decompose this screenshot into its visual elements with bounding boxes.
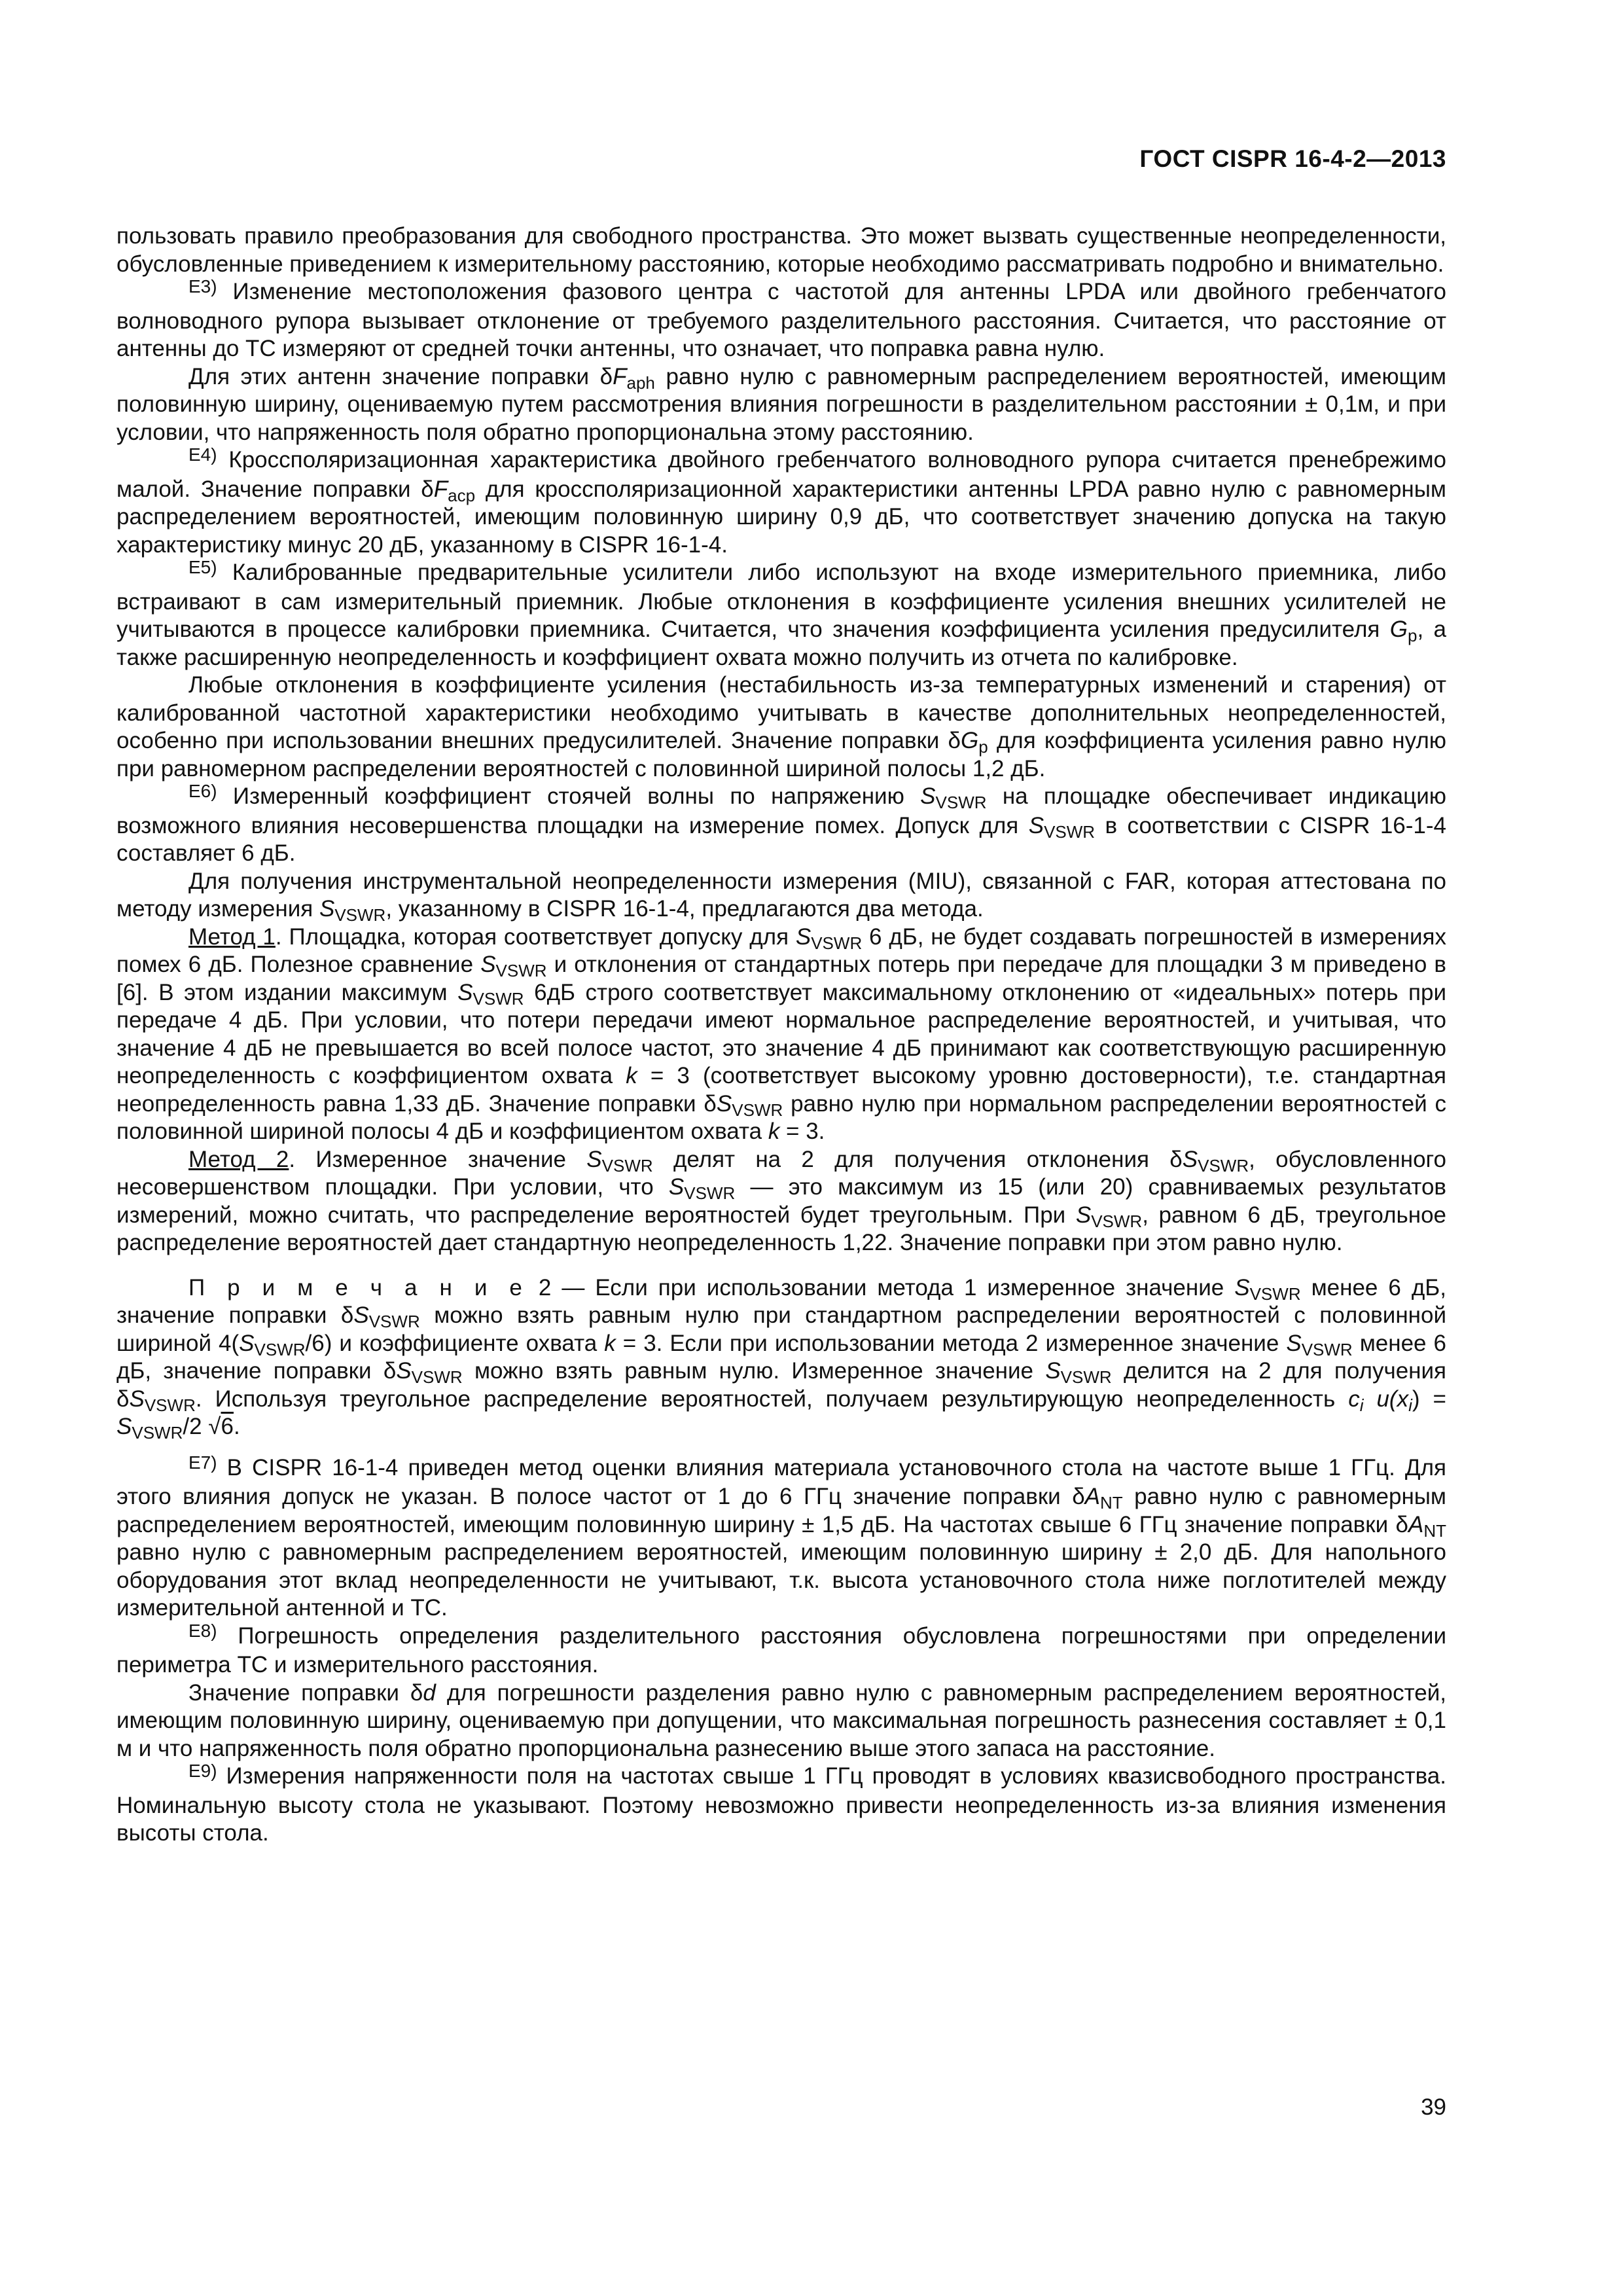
paragraph-miu: Для получения инструментальной неопределенности измерения (MIU), связанной с FAR, которая аттестована по методу измерения $S_{VSWR}$, указанному в CISPR 16-1-4, предлагаются два метода. — [116, 868, 1446, 925]
footnote-e3: $^{E3)}$ Изменение местоположения фазового центра с частотой для антенны LPDA или двойного гребенчатого волноводного рупора вызывает отклонение от требуемого разделительного расстояния. Считается, что расстояние от антенны до ТС измеряют от средней точки антенны, что означает, что поправка равна нулю. — [116, 276, 1446, 361]
square-root: √6 — [208, 1414, 234, 1439]
footnote-mark: E7) — [188, 1452, 217, 1473]
footnote-e9: $^{E9)}$ Измерения напряженности поля на частотах свыше 1 ГГц проводят в условиях квазисвободного пространства. Номинальную высоту стола не указывают. Поэтому невозможно привести неопределенность из-за влияния изменения высоты стола. — [116, 1761, 1446, 1846]
page-number: 39 — [1421, 2094, 1446, 2120]
paragraph-e8-correction: Значение поправки δd для погрешности разделения равно нулю с равномерным распределением вероятностей, имеющим половинную ширину, оцениваемую при допущении, что максимальная погрешность разнесения составляет ± 0,1 м и что напряженность поля обратно пропорциональна разнесению выше этого запаса на расстояние. — [116, 1679, 1446, 1761]
paragraph-e5-correction: Любые отклонения в коэффициенте усиления (нестабильность из-за температурных изменений и старения) от калиброванной частотной характеристики необходимо учитывать в качестве дополнительных неопределенностей, особенно при использовании внешних предусилителей. Значение поправки $\delta G_p$ для коэффициента усиления равно нулю при равномерном распределении вероятностей с половинной шириной полосы 1,2 дБ. — [116, 672, 1446, 781]
paragraph-method-2: Метод 2. Измеренное значение $S_{VSWR}$ делят на 2 для получения отклонения $\delta S_{VSWR}$, обусловленного несовершенством площадки. При условии, что $S_{VSWR}$ — это максимум из 15 (или 20) сравниваемых результатов измерений, можно считать, что распределение вероятностей будет треугольным. При $S_{VSWR}$, равном 6 дБ, треугольное распределение вероятностей дает стандартную неопределенность 1,22. Значение поправки при этом равно нулю. — [116, 1146, 1447, 1255]
note-label: П р и м е ч а н и е — [188, 1274, 528, 1300]
paragraph-method-1: Метод 1. Площадка, которая соответствует допуску для $S_{VSWR}$ 6 дБ, не будет создавать погрешностей в измерениях помех 6 дБ. Полезное сравнение $S_{VSWR}$ и отклонения от стандартных потерь при передаче для площадки 3 м приведено в [6]. В этом издании максимум $S_{VSWR}$ 6дБ строго соответствует максимальному отклонению от «идеальных» потерь при передаче 4 дБ. При условии, что потери передачи имеют нормальное распределение вероятностей, и учитывая, что значение 4 дБ не превышается во всей полосе частот, это значение 4 дБ принимают как соответствующую расширенную неопределенность с коэффициентом охвата k = 3 (соответствует высокому уровню достоверности), т.е. стандартная неопределенность равна 1,33 дБ. Значение поправки $\delta S_{VSWR}$ равно нулю при нормальном распределении вероятностей с половинной шириной полосы 4 дБ и коэффициентом охвата k = 3. — [116, 924, 1446, 1144]
footnote-e6: $^{E6)}$ Измеренный коэффициент стоячей волны по напряжению $S_{VSWR}$ на площадке обеспечивает индикацию возможного влияния несовершенства площадки на измерение помех. Допуск для $S_{VSWR}$ в соответствии с CISPR 16-1-4 составляет 6 дБ. — [116, 781, 1446, 866]
footnote-e5: $^{E5)}$ Калиброванные предварительные усилители либо используют на входе измерительного приемника, либо встраивают в сам измерительный приемник. Любые отклонения в коэффициенте усиления внешних усилителей не учитываются в процессе калибровки приемника. Считается, что значения коэффициента усиления предусилителя $G_p$, а также расширенную неопределенность и коэффициент охвата можно получить из отчета по калибровке. — [116, 557, 1446, 670]
footnote-mark: E3) — [188, 276, 217, 296]
footnote-mark: E4) — [188, 444, 217, 465]
footnote-mark: E8) — [188, 1620, 217, 1641]
footnote-mark: E9) — [188, 1761, 217, 1781]
note-2: П р и м е ч а н и е 2 — Если при использовании метода 1 измеренное значение $S_{VSWR}$ менее 6 дБ, значение поправки $\delta S_{VSWR}$ можно взять равным нулю при стандартном распределении вероятностей с половинной шириной $4(S_{VSWR}/6)$ и коэффициенте охвата k = 3. Если при использовании метода 2 измеренное значение $S_{VSWR}$ менее 6 дБ, значение поправки $\delta S_{VSWR}$ можно взять равным нулю. Измеренное значение $S_{VSWR}$ делится на 2 для получения $\delta S_{VSWR}$. Используя треугольное распределение вероятностей, получаем результирующую неопределенность $c_i$ $u(x_i) = S_{VSWR}/2$ √6. — [116, 1274, 1446, 1443]
footnote-mark: E5) — [188, 557, 217, 577]
footnote-e7: $^{E7)}$ В CISPR 16-1-4 приведен метод оценки влияния материала установочного стола на частоте выше 1 ГГц. Для этого влияния допуск не указан. В полосе частот от 1 до 6 ГГц значение поправки $\delta A_{NT}$ равно нулю с равномерным распределением вероятностей, имеющим половинную ширину ± 1,5 дБ. На частотах свыше 6 ГГц значение поправки $\delta A_{NT}$ равно нулю с равномерным распределением вероятностей, имеющим половинную ширину ± 2,0 дБ. Для напольного оборудования этот вклад неопределенности не учитывают, т.к. высота установочного стола ниже поглотителей между измерительной антенной и ТС. — [116, 1452, 1446, 1621]
footnote-mark: E6) — [188, 781, 217, 801]
document-body — [116, 223, 1446, 1848]
footnote-e4: $^{E4)}$ Кроссполяризационная характеристика двойного гребенчатого волноводного рупора считается пренебрежимо малой. Значение поправки $\delta F_{acp}$ для кроссполяризационной характеристики антенны LPDA равно нулю с равномерным распределением вероятностей, имеющим половинную ширину 0,9 дБ, что соответствует значению допуска на такую характеристику минус 20 дБ, указанному в CISPR 16-1-4. — [116, 444, 1446, 558]
document-code-header: ГОСТ CISPR 16-4-2—2013 — [1139, 145, 1446, 172]
method-2-label: Метод 2 — [188, 1146, 289, 1172]
footnote-e8: $^{E8)}$ Погрешность определения разделительного расстояния обусловлена погрешностями при определении периметра ТС и измерительного расстояния. — [116, 1620, 1446, 1677]
paragraph-e3-correction: Для этих антенн значение поправки $\delta F_{aph}$ равно нулю с равномерным распределением вероятностей, имеющим половинную ширину, оцениваемую путем рассмотрения влияния погрешности в разделительном расстоянии ± 0,1м, и при условии, что напряженность поля обратно пропорциональна этому расстоянию. — [116, 363, 1446, 445]
method-1-label: Метод 1 — [188, 924, 276, 950]
paragraph-continuation: пользовать правило преобразования для свободного пространства. Это может вызвать существенные неопределенности, обусловленные приведением к измерительному расстоянию, которые необходимо рассматривать подробно и внимательно. — [116, 223, 1446, 277]
